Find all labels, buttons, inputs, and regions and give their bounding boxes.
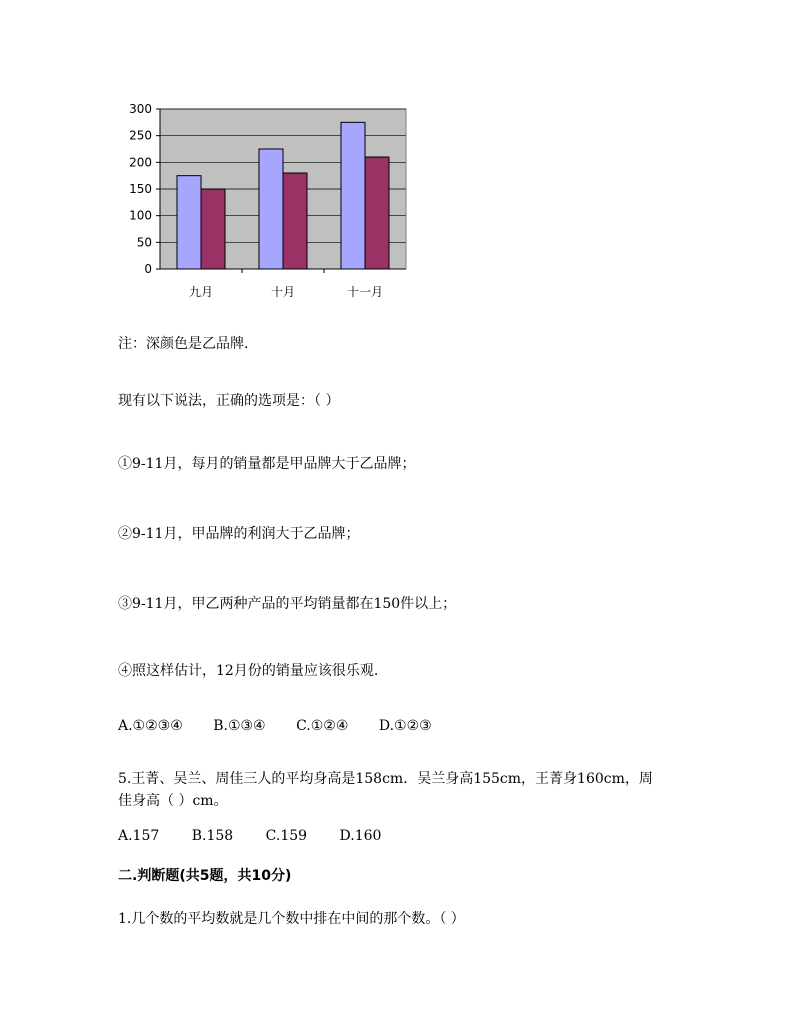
bar [201, 189, 225, 269]
options-q5 [118, 826, 407, 846]
y-tick-label: 100 [129, 208, 152, 223]
option-c: C.159 [265, 828, 308, 844]
question-stem: 现有以下说法，正确的选项是：（ ） [118, 393, 340, 409]
statement-3: ③9-11月，甲乙两种产品的平均销量都在150件以上； [118, 596, 457, 612]
chart-note: 注：深颜色是乙品牌. [118, 336, 249, 352]
x-tick-label: 十一月 [346, 285, 384, 299]
y-tick-label: 250 [129, 128, 152, 143]
y-tick-label: 50 [136, 235, 152, 250]
x-tick-label: 十月 [270, 285, 296, 299]
bar [177, 176, 201, 269]
bar [283, 173, 307, 269]
option-d: D.①②③ [378, 718, 432, 734]
judge-question-1: 1.几个数的平均数就是几个数中排在中间的那个数。（ ） [118, 911, 465, 927]
options-q4 [118, 716, 458, 736]
statement-1: ①9-11月，每月的销量都是甲品牌大于乙品牌； [118, 456, 416, 472]
statement-4: ④照这样估计，12月份的销量应该很乐观. [118, 663, 379, 679]
bar [341, 122, 365, 269]
statement-2: ②9-11月，甲品牌的利润大于乙品牌； [118, 526, 360, 542]
question-5-line-1: 5.王菁、吴兰、周佳三人的平均身高是158cm．吴兰身高155cm，王菁身160cm，周 [118, 771, 653, 787]
y-tick-label: 300 [129, 102, 152, 116]
chart-svg [110, 96, 420, 306]
option-c: C.①②④ [296, 718, 349, 734]
sales-bar-chart [110, 96, 420, 306]
y-tick-label: 150 [129, 182, 152, 196]
option-a: A.①②③④ [118, 718, 183, 734]
option-b: B.①③④ [213, 718, 266, 734]
section-title: 二.判断题(共5题，共10分) [118, 868, 292, 884]
bar [259, 149, 283, 269]
y-tick-label: 200 [129, 155, 152, 170]
option-d: D.160 [339, 828, 382, 844]
option-b: B.158 [191, 828, 234, 844]
question-5-line-2: 佳身高（ ）cm。 [118, 793, 228, 809]
bar [365, 157, 389, 269]
x-tick-label: 九月 [188, 285, 214, 299]
option-a: A.157 [118, 828, 160, 844]
y-tick-label: 0 [144, 262, 152, 276]
